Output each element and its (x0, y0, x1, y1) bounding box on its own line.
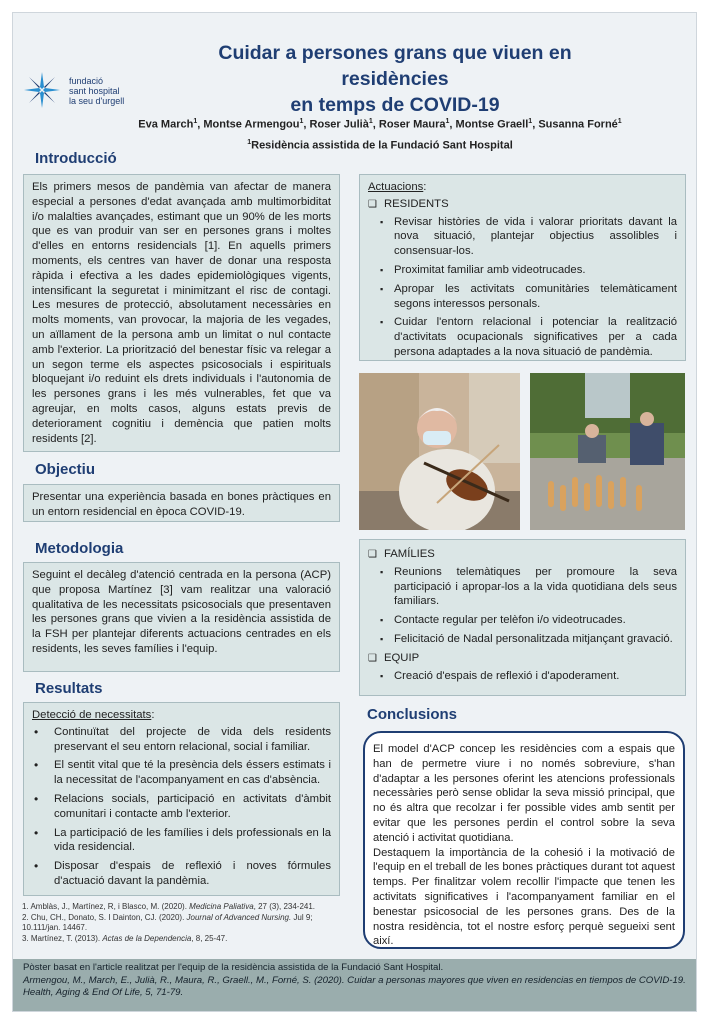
author: Roser Maura (378, 118, 446, 131)
ref-text: , 8, 25-47. (191, 933, 228, 943)
footer (13, 959, 696, 1011)
logo-text (69, 76, 124, 106)
references (22, 902, 352, 944)
author: Susanna Forné (538, 118, 618, 131)
resultats-subtitle: Detecció de necessitats (32, 709, 152, 721)
list-item: ▪ Felicitació de Nadal personalitzada mitjançant gravació. (368, 632, 677, 647)
list-item: • El sentit vital que té la presència dels éssers estimats i la necessitat de l'acompanyament en cas d'absència. (32, 758, 331, 788)
resultats-heading: Resultats (35, 680, 103, 697)
ref-text: 2. Chu, CH., Donato, S. I Dainton, CJ. (2020). (22, 912, 187, 922)
author: Montse Armengou (203, 118, 300, 131)
actuacions-label-row (368, 180, 677, 195)
list-item: • Relacions socials, participació en activitats d'àmbit comunitari i contacte amb l'exterior. (32, 792, 331, 822)
list-item: ▪ Revisar històries de vida i valorar prioritats davant la nova situació, plantejar objectius assolibles i consensuar-los. (368, 215, 677, 259)
author-sup: 1 (368, 118, 373, 125)
author-sup: 1 (299, 118, 304, 125)
families-list (368, 565, 677, 647)
list-item: ▪ Creació d'espais de reflexió i d'apoderament. (368, 669, 677, 684)
ref-journal: Medicina Paliativa (189, 902, 254, 911)
resultats-subtitle-row (32, 708, 331, 723)
equip-label: ❑ EQUIP (368, 651, 677, 667)
logo-line-3: la seu d'urgell (69, 96, 125, 106)
ref-text: , 27 (3), 234-241. (253, 902, 316, 911)
ref-text: Jul 9; 10.111/jan. 14467. (22, 912, 313, 932)
author-list: Eva March$^1$, Montse Armengou$^1$, Roser Julià$^1$, Roser Maura$^1$, Montse Graell$^1$, Susanna Forné$^1$ (138, 118, 622, 131)
list-item: ▪ Reunions telemàtiques per promoure la seva participació i apropar-los a la vida quotidiana dels seus familiars. (368, 565, 677, 609)
reference (22, 902, 352, 913)
author-sup: 1 (445, 118, 450, 125)
reference (22, 934, 352, 945)
list-item: ▪ Cuidar l'entorn relacional i potenciar la realització d'activitats ocupacionals significatives per a cada persona adaptades a la nova situació de pandèmia. (368, 315, 677, 359)
ref-text: 3. Martínez, T. (2013). (22, 933, 103, 943)
residents-list (368, 215, 677, 360)
list-item: ▪ Apropar les activitats comunitàries telemàticament segons interessos personals. (368, 282, 677, 312)
author-sup: 1 (617, 118, 622, 125)
affiliation-text: Residència assistida de la Fundació Sant Hospital (251, 139, 513, 152)
list-item: • Continuïtat del projecte de vida dels residents preservant el seu entorn relacional, social i familiar. (32, 725, 331, 755)
equip-list (368, 669, 677, 684)
conclusions-heading: Conclusions (367, 706, 458, 723)
star-logo-icon (22, 70, 62, 110)
intro-box (23, 174, 340, 452)
conclusions-box (363, 731, 685, 949)
logo (22, 70, 162, 110)
bowling-game-photo (530, 373, 685, 530)
metodologia-box (23, 562, 340, 672)
list-item: • La participació de les famílies i dels professionals en la vida residencial. (32, 826, 331, 856)
author: Roser Julià (309, 118, 369, 131)
footer-line-1: Pòster basat en l'article realitzat per l'equip de la residència assistida de la Fundació Sant Hospital. (23, 962, 444, 973)
intro-heading: Introducció (35, 150, 117, 167)
footer-citation: Armengou, M., March, E., Julià, R., Maura, R., Graell., M., Forné, S. (2020). Cuidar a personas mayores que viven en residencias en tiempos de COVID-19. Health, Aging & End Of Life, 5, 71-79. (23, 974, 686, 999)
ref-text: 1. Amblàs, J., Martínez, R, i Blasco, M. (2020). (22, 902, 190, 911)
list-item: ▪ Contacte regular per telèfon i/o videotrucades. (368, 613, 677, 628)
reference (22, 913, 352, 934)
logo-line-1: fundació (69, 76, 104, 86)
list-item: ▪ Proximitat familiar amb videotrucades. (368, 263, 677, 278)
resultats-colon: : (151, 709, 155, 721)
affiliation (110, 134, 650, 155)
conclusions-paragraph-2: Destaquem la importància de la cohesió i la motivació de l'equip en el treball de les bones pràctiques durant tot aquest temps. Per finalitzar volem recollir l'impacte que tenen les activitats significatives i l'acompanyament familiar en el benestar psicosocial de les persones grans. Des de la nostra residència, tot el nostre esforç perquè segueixi sent així. (373, 846, 675, 948)
resultats-box (23, 702, 340, 896)
author-sup: 1 (193, 118, 198, 125)
residents-label: ❑ RESIDENTS (368, 197, 677, 213)
families-label: ❑ FAMÍLIES (368, 547, 677, 563)
resultats-list (32, 725, 331, 889)
violin-player-photo (359, 373, 520, 530)
author: Montse Graell (455, 118, 529, 131)
actuacions-box (359, 174, 686, 361)
objectiu-box (23, 484, 340, 522)
intro-text: Els primers mesos de pandèmia van afectar de manera especial a persones d'edat avançada amb multimorbiditat i/o malalties avançades, estimant que un 90% de les morts que es van produir van ser en persones grans i moltes d'elles en entorns residencials [1]. En aquells primers moments, els centres van haver de donar una resposta ràpida i efectiva a les dades epidemiològiques vigents, intensificant la seguretat i minimitzant el risc de contagi. Les mesures de protecció, absolutament necessàries en molts moments, van provocar, la majoria de les vegades, un aïllament de la persona amb un limitat o nul contacte amb l'exterior. La priorització del benestar físic va relegar a un segon terme els aspectes psicosocials i espirituals bloquejant i/o reduint els drets individuals i l'autonomia de les persones grans i les més vulnerables, fet que va agreujar, en molts casos, alguns estats previs de deteriorament cognitiu i demència que patien molts residents [2]. (32, 181, 331, 445)
author-sup: 1 (528, 118, 533, 125)
affiliation-sup: 1 (247, 138, 252, 146)
list-item: • Disposar d'espais de reflexió i noves fórmules d'actuació davant la pandèmia. (32, 859, 331, 889)
title-line-2: en temps de COVID-19 (290, 94, 500, 116)
families-box (359, 539, 686, 696)
conclusions-paragraph-1: El model d'ACP concep les residències com a espais que han de permetre viure i no només sobreviure, s'han d'adaptar a les persones oferint les atencions professionals necessàries però sense oblidar la seva missió principal, que no és altra que recolzar i fer possible vides amb sentit per evitar que les persones perdin el control sobre la seva atenció i activitat quotidiana. (373, 743, 675, 844)
metodologia-text: Seguint el decàleg d'atenció centrada en la persona (ACP) que proposa Martínez [3] vam realitzar una valoració qualitativa de les necessitats psicosocials que presentaven les persones grans que vivien a la residència assistida de la FSH per plantejar diferents actuacions centrades en els residents, les seves famílies i l'equip. (32, 569, 331, 655)
title-line-1: Cuidar a persones grans que viuen en residències (218, 42, 572, 90)
ref-journal: Actas de la Dependencia (102, 933, 192, 943)
authors-block (110, 113, 650, 154)
actuacions-colon: : (423, 181, 427, 193)
objectiu-heading: Objectiu (35, 461, 96, 478)
author: Eva March (138, 118, 194, 131)
objectiu-text: Presentar una experiència basada en bones pràctiques en un entorn residencial en època COVID-19. (32, 491, 331, 518)
actuacions-label: Actuacions (368, 181, 424, 193)
metodologia-heading: Metodologia (35, 540, 124, 557)
poster-title (175, 40, 615, 118)
logo-line-2: sant hospital (69, 86, 120, 96)
ref-journal: Journal of Advanced Nursing. (186, 912, 292, 922)
